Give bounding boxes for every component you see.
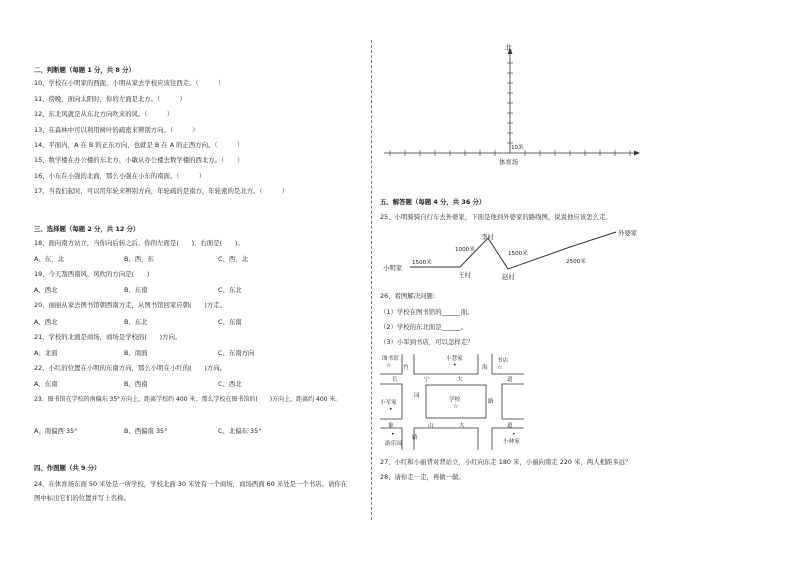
question-11: 11、傍晚，面向太阳时，你的左面是北方。（ ） <box>34 95 186 103</box>
map-bookstore: 书店 <box>497 358 509 364</box>
question-10: 10、学校在小明家的西面，小明从家去学校应该往西走。（ ） <box>34 79 225 87</box>
map-da-2: 大 <box>459 423 465 429</box>
question-13: 13、在森林中可以利用树叶的疏密来辨别方向。（ ） <box>34 126 199 134</box>
option-19b: B、东南 <box>124 286 148 294</box>
option-21c: C、东南方向 <box>218 349 255 357</box>
map-dao: 道 <box>507 377 513 383</box>
question-27: 27、小红和小丽背对背站立，小红向东走 180 米，小丽向南走 220 米，两人相距多远？ <box>380 458 632 466</box>
xiaolin-dot-icon: • <box>512 431 516 438</box>
map-chang: 长 <box>392 377 398 383</box>
option-20a: A、西北 <box>34 318 58 326</box>
question-25: 25、小明骑骑自行车去外婆家，下面是他到外婆家的路线图，说说他应该怎么走。 <box>380 213 612 221</box>
xiaohui-dot-icon: • <box>453 362 457 369</box>
question-12: 12、东北风就是从东北方向吹来的风。（ ） <box>34 110 174 118</box>
question-17: 17、当我们起时，可以用年轮来辨别方向，年轮疏的是南方，年轮密的是北方。（ ） <box>34 187 289 195</box>
block-east <box>502 384 524 419</box>
question-15: 15、数学楼在办公楼的东北方，小敏从办公楼去数学楼的西北方。（ ） <box>34 156 244 164</box>
route-end: 外婆家 <box>618 229 638 237</box>
bookstore-star-icon: ☆ <box>497 364 503 371</box>
map-lu: 路 <box>488 399 494 405</box>
question-21: 21、学校的北面是商场，商场是学校的( )方向。 <box>34 333 182 341</box>
route-dist-3: 1500米 <box>508 251 528 257</box>
question-18: 18、面向南方站立，当你向后转之后，你的左面是( )，右面是( )。 <box>34 239 244 247</box>
center-label: 体育场 <box>499 158 519 166</box>
question-26-2: （2）学校的东北面是______。 <box>380 323 468 331</box>
school-star-icon: ☆ <box>453 403 459 410</box>
option-22c: C、西北 <box>218 380 242 388</box>
option-18b: B、西，东 <box>124 255 154 263</box>
map-xiaolin: 小林家 <box>503 439 520 445</box>
route-dist-4: 2500米 <box>566 259 586 265</box>
park-dot-icon: • <box>391 431 395 438</box>
option-22b: B、西南 <box>124 380 148 388</box>
east-arrow <box>634 151 640 156</box>
question-24-line2: 图中标出它们的位置并写上名称。 <box>34 494 130 502</box>
library-star-icon: ☆ <box>386 362 392 369</box>
option-20c: C、东南 <box>218 318 242 326</box>
map-school: 学校 <box>449 397 461 403</box>
option-23a: A、南偏西 35° <box>34 427 78 435</box>
map-da: 大 <box>457 377 463 383</box>
map-hai: 海 <box>482 365 488 371</box>
question-14: 14、平面内，A 在 B 的正东方向，也就是 B 在 A 的正西方向。（ ） <box>34 141 244 149</box>
question-19: 19、今天刮西南风，风吹的方向是( ) <box>34 270 150 278</box>
option-18a: A、东，北 <box>34 255 64 263</box>
route-start: 小明家 <box>383 264 403 272</box>
map-shan: 山 <box>428 423 434 429</box>
block-south <box>414 428 478 450</box>
map-yuan: 园 <box>414 393 420 399</box>
option-21b: B、南面 <box>124 349 148 357</box>
option-20b: B、东北 <box>124 318 148 326</box>
option-19a: A、西北 <box>34 286 58 294</box>
map-xiaojun: 小军家 <box>380 400 397 406</box>
section-title-choice: 三、选择题（每题 2 分，共 12 分） <box>34 225 140 233</box>
map-xiang: 象 <box>388 423 394 429</box>
option-23c: C、北偏东 35° <box>218 427 262 435</box>
question-16: 16、小东在小强的北面，那么小强在小东的南面。（ ） <box>34 172 206 180</box>
question-26-3: （3）小军到书店，可以怎样走？ <box>380 338 474 346</box>
scale-label: 10米 <box>511 145 524 151</box>
question-20: 20、丽丽从家去图书馆朝西南方走，从图书馆回家应朝( )方走。 <box>34 301 227 309</box>
xiaojun-dot-icon: • <box>389 406 393 413</box>
question-28: 28、请你走一走，再做一做。 <box>380 473 465 481</box>
question-22: 22、小红的位置在小明的东南方向，那么小明在小红的( )方向。 <box>34 364 227 372</box>
option-21a: A、北面 <box>34 349 58 357</box>
route-licun: 李村 <box>481 233 494 241</box>
map-ning: 宁 <box>424 377 430 383</box>
map-xiaohui: 小慧家 <box>446 356 463 362</box>
map-lu-2: 路 <box>412 435 418 441</box>
map-dao-2: 道 <box>507 423 513 429</box>
question-26-1: （1）学校在图书馆的______面。 <box>380 308 474 316</box>
section-title-judge: 二、判断题（每题 1 分，共 8 分） <box>34 66 135 74</box>
option-18c: C、西，北 <box>218 255 249 263</box>
option-23b: B、西偏南 35° <box>124 427 168 435</box>
route-zhaocun: 赵村 <box>502 273 515 281</box>
map-park: 游乐园 <box>385 441 402 447</box>
option-19c: C、东北 <box>218 286 242 294</box>
option-22a: A、东南 <box>34 380 58 388</box>
map-library: 图书馆 <box>382 356 399 362</box>
route-dist-2: 1000米 <box>455 247 475 253</box>
question-26: 26、看图解决问题： <box>380 292 440 300</box>
route-wangcun: 王村 <box>458 271 471 279</box>
section-title-drawing: 四、作图题（共 9 分） <box>34 464 101 472</box>
route-dist-1: 1500米 <box>412 260 432 266</box>
north-label: 北 <box>505 44 512 52</box>
map-zhu: 竹 <box>403 365 409 371</box>
column-divider <box>371 40 372 520</box>
question-23: 23、图书馆在学校的南偏东 35°方向上，距离学校约 400 米；那么学校在图书馆的( )方向上，距离约 400 米。 <box>34 396 342 403</box>
section-title-answer: 五、解答题（每题 4 分，共 36 分） <box>380 198 486 206</box>
question-24-line1: 24、在体育场东面 50 米处是一所学校，学校北面 30 米处有一个商场，商场西面 60 米处是一个书店。请你在 <box>34 480 348 488</box>
